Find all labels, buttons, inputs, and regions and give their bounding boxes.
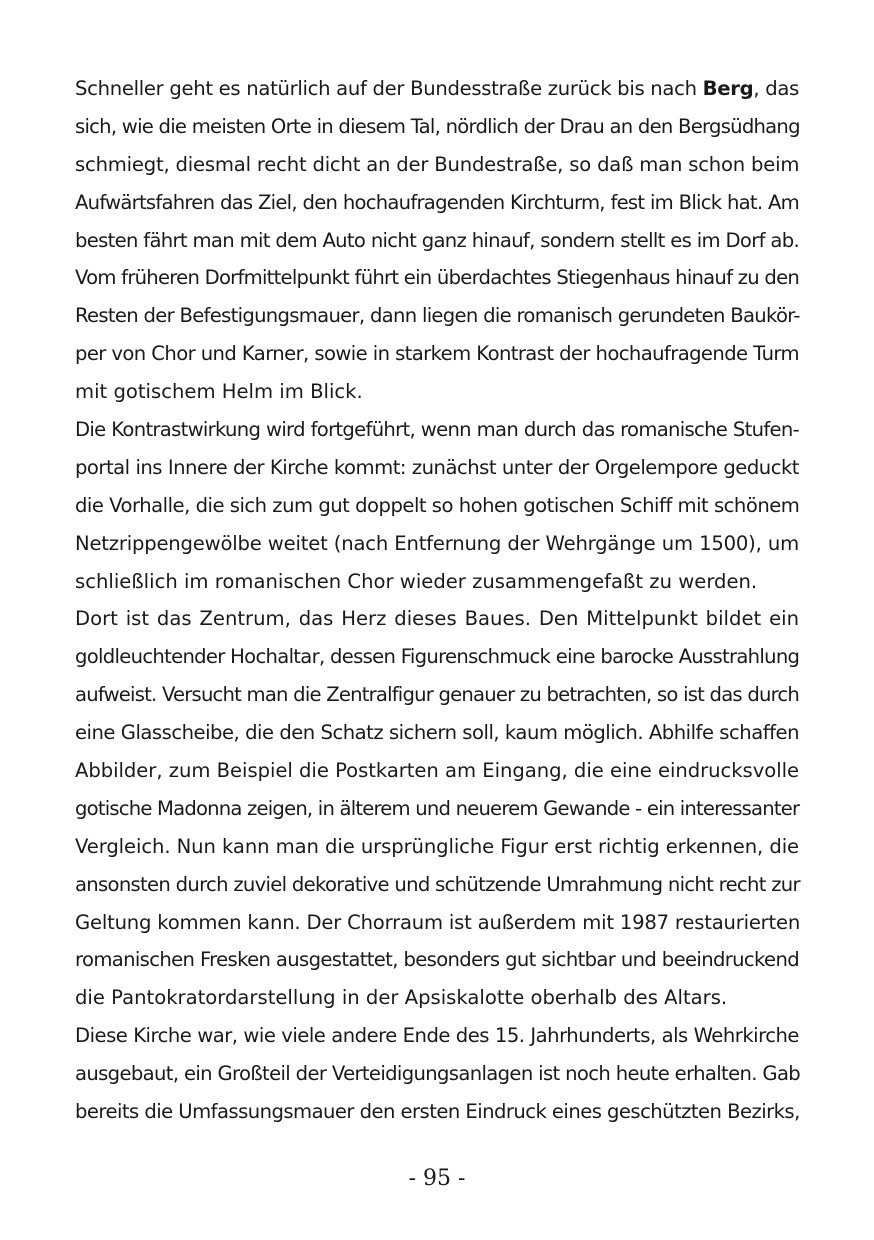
- text-segment: die Pantokratordarstellung in der Apsiskalotte oberhalb des Altars.: [75, 986, 728, 1010]
- text-segment: portal ins Innere der Kirche kommt: zunächst unter der Orgelempore geduckt: [75, 455, 799, 479]
- text-line: [75, 1055, 799, 1093]
- text-segment: goldleuchtender Hochaltar, dessen Figurenschmuck eine barocke Ausstrahlung: [75, 645, 800, 669]
- text-line: [75, 941, 799, 979]
- text-line: [75, 411, 799, 449]
- text-line: [75, 487, 799, 525]
- text-segment: besten fährt man mit dem Auto nicht ganz hinauf, sondern stellt es im Dorf ab.: [75, 228, 799, 252]
- text-line: [75, 70, 799, 108]
- text-line: [75, 752, 799, 790]
- text-line: [75, 828, 799, 866]
- text-segment: Resten der Befestigungsmauer, dann liegen die romanisch gerundeten Baukör-: [75, 304, 800, 328]
- paragraph: [75, 1017, 799, 1131]
- text-line: [75, 790, 799, 828]
- text-segment: mit gotischem Helm im Blick.: [75, 380, 363, 404]
- text-line: [75, 108, 799, 146]
- text-line: [75, 1093, 799, 1131]
- text-segment: schmiegt, diesmal recht dicht an der Bundestraße, so daß man schon beim: [75, 152, 800, 176]
- text-line: [75, 449, 799, 487]
- text-segment: Aufwärtsfahren das Ziel, den hochaufragenden Kirchturm, fest im Blick hat. Am: [75, 190, 799, 214]
- text-line: [75, 638, 799, 676]
- text-line: [75, 866, 799, 904]
- text-segment: Die Kontrastwirkung wird fortgeführt, wenn man durch das romanische Stufen-: [75, 418, 799, 442]
- text-line: [75, 1017, 799, 1055]
- text-segment: bereits die Umfassungsmauer den ersten Eindruck eines geschützten Bezirks,: [75, 1100, 800, 1124]
- text-line: [75, 563, 799, 601]
- place-name: Berg: [702, 77, 754, 100]
- paragraph: [75, 600, 799, 1017]
- text-segment: Dort ist das Zentrum, das Herz dieses Baues. Den Mittelpunkt bildet ein: [75, 607, 799, 631]
- page-number: - 95 -: [408, 1166, 466, 1191]
- text-segment: eine Glasscheibe, die den Schatz sichern soll, kaum möglich. Abhilfe schaffen: [75, 721, 799, 745]
- paragraph: [75, 70, 799, 411]
- text-line: [75, 184, 799, 222]
- text-line: [75, 904, 799, 942]
- text-segment: Diese Kirche war, wie viele andere Ende des 15. Jahrhunderts, als Wehrkirche: [75, 1024, 799, 1048]
- text-line: [75, 979, 799, 1017]
- text-segment: ansonsten durch zuviel dekorative und schützende Umrahmung nicht recht zur: [75, 872, 800, 896]
- text-segment: per von Chor und Karner, sowie in starkem Kontrast der hochaufragende Turm: [75, 342, 799, 366]
- text-segment: Schneller geht es natürlich auf der Bundesstraße zurück bis nach: [75, 77, 703, 100]
- text-line: [75, 146, 799, 184]
- text-line: [75, 222, 799, 260]
- text-segment: romanischen Fresken ausgestattet, besonders gut sichtbar und beeindruckend: [75, 948, 799, 972]
- text-segment: aufweist. Versucht man die Zentralfigur genauer zu betrachten, so ist das durch: [75, 683, 799, 707]
- text-segment: die Vorhalle, die sich zum gut doppelt so hohen gotischen Schiff mit schönem: [75, 493, 800, 517]
- text-segment: schließlich im romanischen Chor wieder zusammengefaßt zu werden.: [75, 569, 758, 593]
- text-line: [75, 676, 799, 714]
- text-line: [75, 714, 799, 752]
- text-segment: Netzrippengewölbe weitet (nach Entfernung der Wehrgänge um 1500), um: [75, 531, 799, 555]
- paragraph: [75, 411, 799, 600]
- text-segment: ausgebaut, ein Großteil der Verteidigungsanlagen ist noch heute erhalten. Gab: [75, 1062, 801, 1086]
- text-segment: sich, wie die meisten Orte in diesem Tal, nördlich der Drau an den Bergsüdhang: [75, 114, 800, 138]
- text-line: [75, 297, 799, 335]
- text-segment: Vom früheren Dorfmittelpunkt führt ein überdachtes Stiegenhaus hinauf zu den: [75, 266, 800, 290]
- text-segment: Vergleich. Nun kann man die ursprüngliche Figur erst richtig erkennen, die: [75, 834, 799, 858]
- text-line: [75, 259, 799, 297]
- text-line: [75, 373, 799, 411]
- text-segment: Abbilder, zum Beispiel die Postkarten am Eingang, die eine eindrucksvolle: [75, 759, 799, 783]
- body-text: [75, 70, 799, 1131]
- text-line: [75, 600, 799, 638]
- text-segment: gotische Madonna zeigen, in älterem und neuerem Gewande - ein interessanter: [75, 796, 800, 820]
- text-segment: Geltung kommen kann. Der Chorraum ist außerdem mit 1987 restaurierten: [75, 910, 801, 934]
- text-line: [75, 525, 799, 563]
- text-line: [75, 335, 799, 373]
- text-segment: , das: [753, 77, 800, 100]
